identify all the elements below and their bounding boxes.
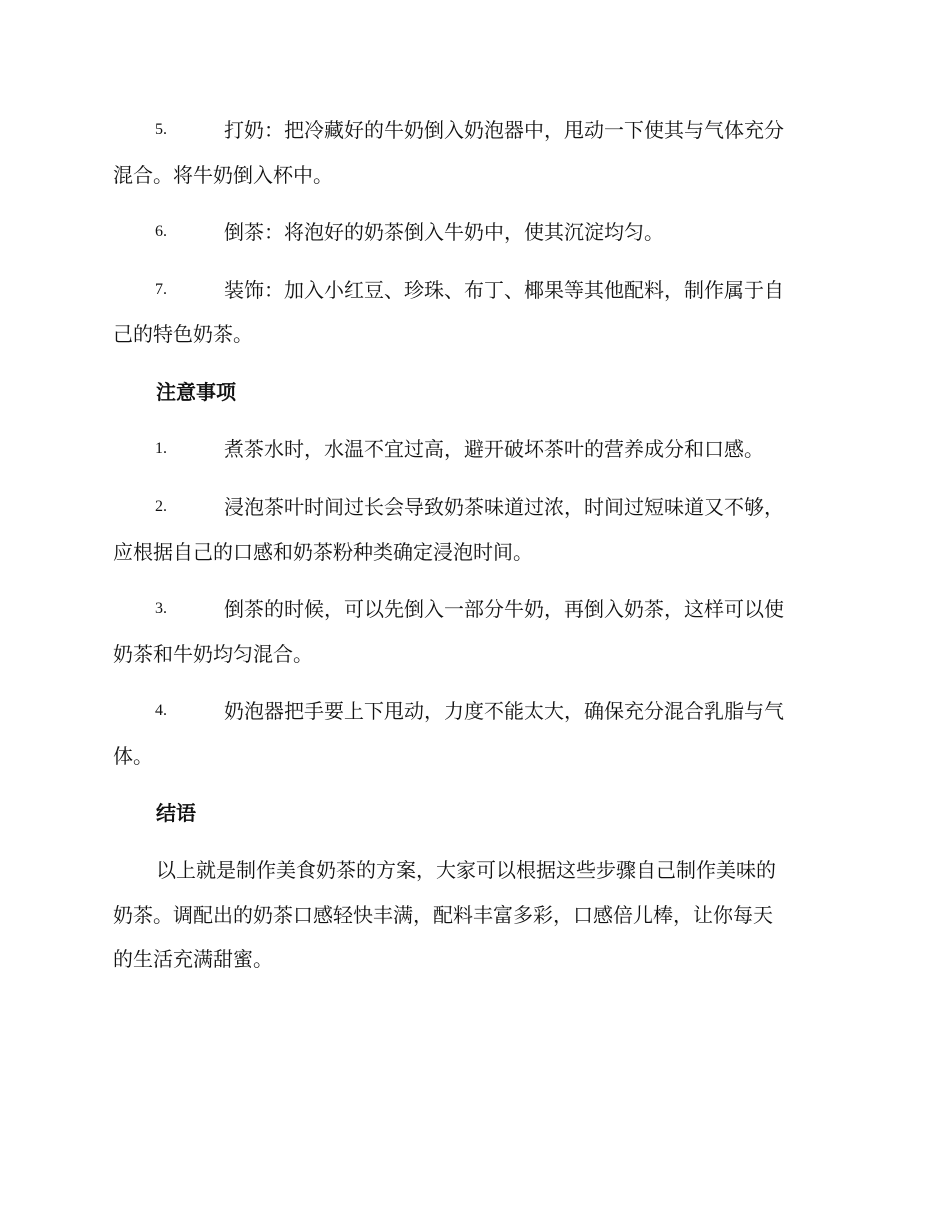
step-number: 7. <box>155 281 167 298</box>
note-number: 3. <box>155 600 167 617</box>
note-number: 1. <box>155 440 167 457</box>
step-text-continuation: 己的特色奶茶。 <box>113 322 253 346</box>
conclusion-text-line: 以上就是制作美食奶茶的方案，大家可以根据这些步骤自己制作美味的 <box>156 858 776 882</box>
note-text-continuation: 体。 <box>113 744 153 768</box>
step-number: 5. <box>155 121 167 138</box>
note-text-continuation: 应根据自己的口感和奶茶粉种类确定浸泡时间。 <box>113 540 533 564</box>
note-text-line: 煮茶水时，水温不宜过高，避开破坏茶叶的营养成分和口感。 <box>224 437 764 461</box>
step-text-continuation: 混合。将牛奶倒入杯中。 <box>113 163 333 187</box>
step-text-line: 装饰：加入小红豆、珍珠、布丁、椰果等其他配料，制作属于自 <box>224 278 784 302</box>
step-text-line: 倒茶：将泡好的奶茶倒入牛奶中，使其沉淀均匀。 <box>224 220 664 244</box>
note-text-continuation: 奶茶和牛奶均匀混合。 <box>113 642 313 666</box>
step-text-line: 打奶：把冷藏好的牛奶倒入奶泡器中，甩动一下使其与气体充分 <box>224 118 784 142</box>
note-text-line: 倒茶的时候，可以先倒入一部分牛奶，再倒入奶茶，这样可以使 <box>224 597 784 621</box>
conclusion-text-line: 的生活充满甜蜜。 <box>113 947 273 971</box>
note-text-line: 浸泡茶叶时间过长会导致奶茶味道过浓，时间过短味道又不够， <box>224 495 784 519</box>
note-number: 2. <box>155 498 167 515</box>
conclusion-text-line: 奶茶。调配出的奶茶口感轻快丰满，配料丰富多彩，口感倍儿棒，让你每天 <box>113 903 773 927</box>
notes-heading: 注意事项 <box>156 380 236 404</box>
step-number: 6. <box>155 223 167 240</box>
note-text-line: 奶泡器把手要上下甩动，力度不能太大，确保充分混合乳脂与气 <box>224 699 784 723</box>
note-number: 4. <box>155 702 167 719</box>
conclusion-heading: 结语 <box>156 801 196 825</box>
